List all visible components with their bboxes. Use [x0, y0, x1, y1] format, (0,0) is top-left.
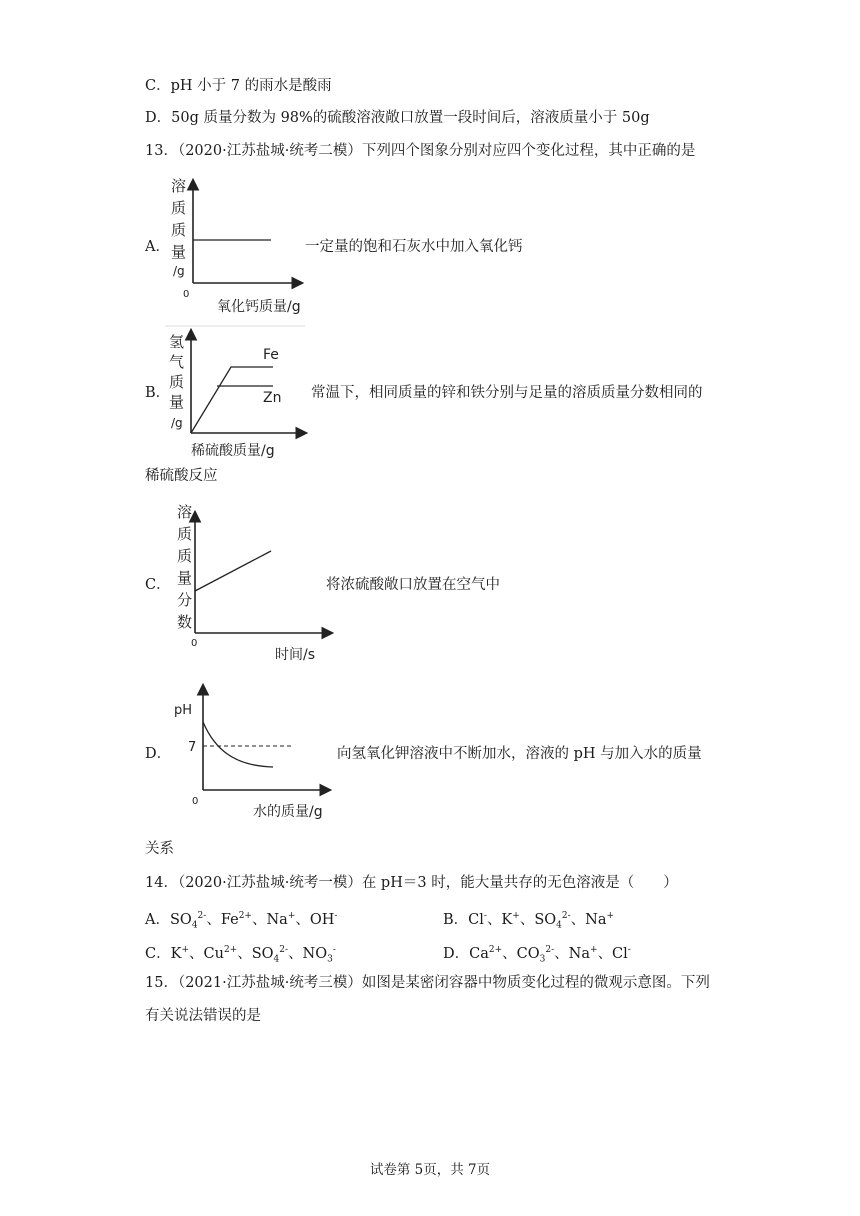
- q13-option-d-label: D．: [145, 746, 172, 762]
- graph-d: [165, 680, 335, 825]
- question-13-stem: 13．（2020·江苏盐城·统考二模）下列四个图象分别对应四个变化过程，其中正确的是: [145, 143, 696, 159]
- graph-a-ylabel-2: 质: [171, 221, 187, 239]
- q13-option-c-label: C．: [145, 577, 171, 593]
- graph-d-xlabel: 水的质量/g: [253, 804, 323, 820]
- graph-c: [165, 495, 335, 665]
- graph-a-origin: 0: [183, 289, 190, 300]
- graph-c-ylabel-5: 数: [177, 613, 193, 631]
- q13-option-d-caption-cont: 关系: [145, 841, 174, 857]
- graph-d-ylabel: pH: [174, 703, 193, 718]
- page-footer: 试卷第 5页，共 7页: [369, 1162, 491, 1178]
- graph-c-origin: 0: [191, 638, 198, 649]
- graph-a: [165, 175, 315, 320]
- q13-option-b-label: B．: [145, 385, 171, 401]
- graph-b-series-zn: Zn: [263, 390, 282, 406]
- graph-a-ylabel-1: 质: [171, 199, 187, 217]
- graph-b-ylabel-0: 氢: [169, 333, 185, 351]
- graph-b-ylabel-3: 量: [169, 393, 185, 411]
- q13-option-b-caption: 常温下，相同质量的锌和铁分别与足量的溶质质量分数相同的: [311, 385, 703, 401]
- graph-d-origin: 0: [192, 796, 199, 807]
- graph-b-ylabel-4: /g: [171, 416, 183, 430]
- graph-c-ylabel-3: 量: [177, 569, 193, 587]
- graph-c-ylabel-0: 溶: [177, 503, 193, 521]
- graph-b-fe-line: [191, 367, 273, 433]
- graph-b: [165, 325, 315, 465]
- q14-option-d: D．$Ca^{2+}$、$CO_3^{2-}$、Na+、Cl-: [443, 945, 631, 965]
- graph-a-xlabel: 氧化钙质量/g: [217, 299, 301, 315]
- graph-a-ylabel-4: /g: [173, 264, 185, 278]
- q14-option-b: B．Cl-、K+、$SO_4^{2-}$、Na+: [443, 911, 615, 931]
- graph-d-series-curve: [203, 722, 273, 767]
- q13-option-a-label: A．: [145, 239, 170, 255]
- option-d-previous: D．50g 质量分数为 98%的硫酸溶液敞口放置一段时间后，溶液质量小于 50g: [145, 110, 650, 126]
- q13-option-a-caption: 一定量的饱和石灰水中加入氧化钙: [305, 239, 523, 255]
- q13-option-d-caption: 向氢氧化钾溶液中不断加水，溶液的 pH 与加入水的质量: [337, 746, 702, 762]
- question-15-stem-line2: 有关说法错误的是: [145, 1008, 261, 1024]
- graph-a-ylabel-0: 溶: [171, 177, 187, 195]
- question-14-stem: 14．（2020·江苏盐城·统考一模）在 pH＝3 时，能大量共存的无色溶液是（ ）: [145, 875, 678, 891]
- q14-option-a: A．$SO_4^{2-}$、$Fe^{2+}$、Na+、OH-: [145, 911, 338, 931]
- graph-c-xlabel: 时间/s: [275, 647, 316, 663]
- graph-c-ylabel-2: 质: [177, 547, 193, 565]
- question-15-stem-line1: 15．（2021·江苏盐城·统考三模）如图是某密闭容器中物质变化过程的微观示意图。下列: [145, 975, 710, 991]
- graph-c-series-line: [195, 551, 271, 591]
- graph-d-ref-value: 7: [188, 740, 197, 755]
- graph-b-ylabel-2: 质: [169, 373, 185, 391]
- graph-b-xlabel: 稀硫酸质量/g: [191, 443, 275, 459]
- graph-b-ylabel-1: 气: [169, 353, 185, 371]
- graph-b-series-fe: Fe: [263, 347, 279, 363]
- graph-c-ylabel-1: 质: [177, 525, 193, 543]
- graph-c-ylabel-4: 分: [177, 591, 193, 609]
- option-c-previous: C．pH 小于 7 的雨水是酸雨: [145, 78, 332, 94]
- q13-option-c-caption: 将浓硫酸敞口放置在空气中: [326, 577, 500, 593]
- graph-a-ylabel-3: 量: [171, 243, 187, 261]
- q13-option-b-caption-cont: 稀硫酸反应: [145, 468, 218, 484]
- q14-option-c: C．K+、$Cu^{2+}$、$SO_4^{2-}$、$NO_3^-$: [145, 945, 336, 965]
